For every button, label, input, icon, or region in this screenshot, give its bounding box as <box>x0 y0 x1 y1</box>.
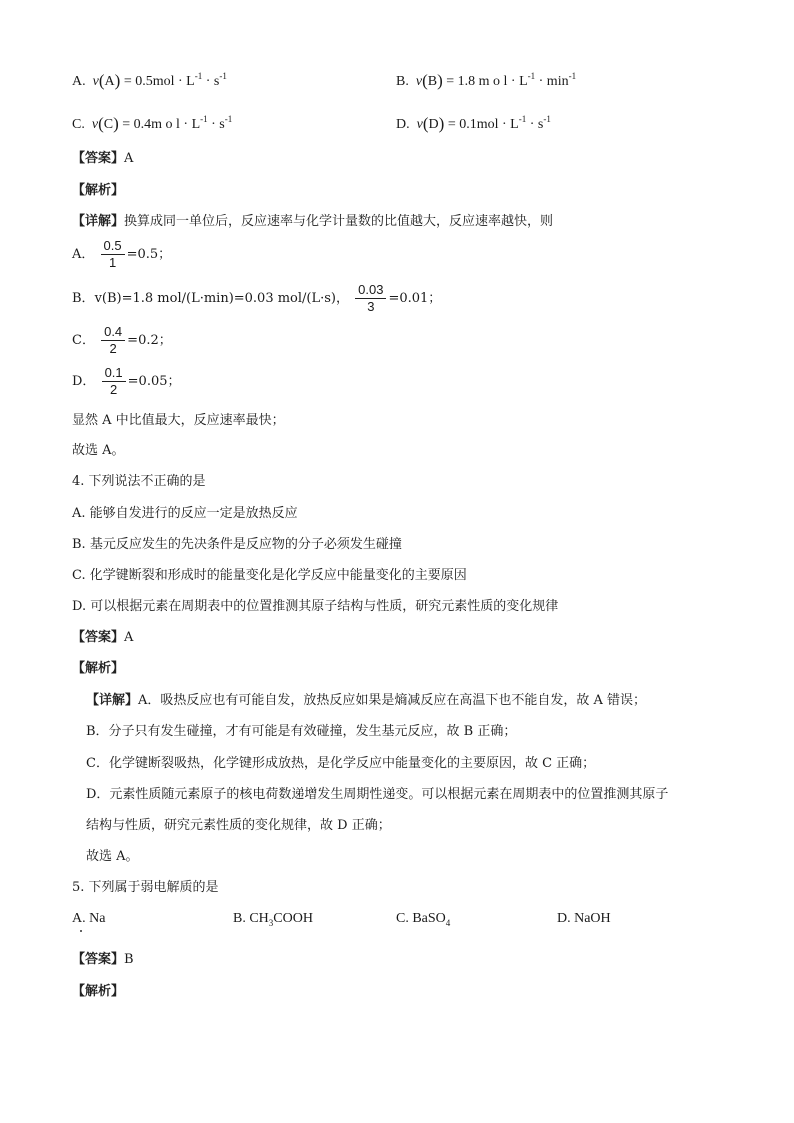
q3-item-c: C． $\frac{0.4}{2}$ =0.2； <box>72 324 172 356</box>
stray-dot <box>80 930 82 932</box>
q3-option-c: C. v(C) = 0.4m o $l \cdot L^{-1} \cdot s^{-1}$ <box>72 114 233 133</box>
q4-detail-line-2: B．分子只有发生碰撞，才有可能是有效碰撞，发生基元反应，故 B 正确； <box>86 724 517 739</box>
q5-stem: 5. 下列属于弱电解质的是 <box>72 880 219 895</box>
q3-analysis-heading: 【解析】 <box>72 183 125 198</box>
q5-option-a: A. Na <box>72 911 106 926</box>
q5-option-d: D. NaOH <box>557 911 611 926</box>
q4-stem: 4. 下列说法不正确的是 <box>72 474 206 489</box>
q5-answer: 【答案】B <box>72 952 134 967</box>
q3-item-d: D． $\frac{0.1}{2}$ =0.05； <box>72 365 181 397</box>
q3-answer: 【答案】A <box>72 151 134 166</box>
q4-detail-line-3: C．化学键断裂吸热，化学键形成放热，是化学反应中能量变化的主要原因，故 C 正确； <box>86 756 596 771</box>
q5-analysis-heading: 【解析】 <box>72 984 125 999</box>
q4-option-a: A. 能够自发进行的反应一定是放热反应 <box>72 506 298 521</box>
q4-option-c: C. 化学键断裂和形成时的能量变化是化学反应中能量变化的主要原因 <box>72 568 467 583</box>
q3-option-b: B. v(B) = 1.8 m o $l \cdot L^{-1} \cdot \min^{-1}$ <box>396 71 577 90</box>
q3-item-b: B．v(B)=1.8 mol/(L·min)=0.03 mol/(L·s)， $\frac{0.03}{3}$ =0.01； <box>72 282 442 314</box>
q5-option-c: C. BaSO$_4$ <box>396 911 451 928</box>
q3-option-d: D. $v(D) = 0.1mol \cdot L^{-1} \cdot s^{-1}$ <box>396 114 551 133</box>
q4-detail-line-5: 结构与性质，研究元素性质的变化规律，故 D 正确； <box>86 818 391 833</box>
q3-detail: 【详解】换算成同一单位后，反应速率与化学计量数的比值越大，反应速率越快，则 <box>72 214 554 229</box>
q4-analysis-heading: 【解析】 <box>72 661 125 676</box>
q5-option-b: B. $CH_3COOH$ <box>233 911 313 928</box>
q3-item-a: A． $\frac{0.5}{1}$ =0.5； <box>72 238 172 270</box>
q4-detail-line-4: D．元素性质随元素原子的核电荷数递增发生周期性递变。可以根据元素在周期表中的位置推测其原子 <box>86 787 669 802</box>
q3-conclusion: 显然 A 中比值最大，反应速率最快； <box>72 413 285 428</box>
q4-option-b: B. 基元反应发生的先决条件是反应物的分子必须发生碰撞 <box>72 537 402 552</box>
q3-option-a: A. $v(A) = 0.5mol \cdot L^{-1} \cdot s^{-1}$ <box>72 71 227 90</box>
q3-choose: 故选 A。 <box>72 443 125 458</box>
q4-option-d: D. 可以根据元素在周期表中的位置推测其原子结构与性质，研究元素性质的变化规律 <box>72 599 559 614</box>
q4-choose: 故选 A。 <box>86 849 139 864</box>
q4-detail-line-1: 【详解】A．吸热反应也有可能自发，放热反应如果是熵减反应在高温下也不能自发，故 A 错误； <box>86 693 647 708</box>
q4-answer: 【答案】A <box>72 630 134 645</box>
